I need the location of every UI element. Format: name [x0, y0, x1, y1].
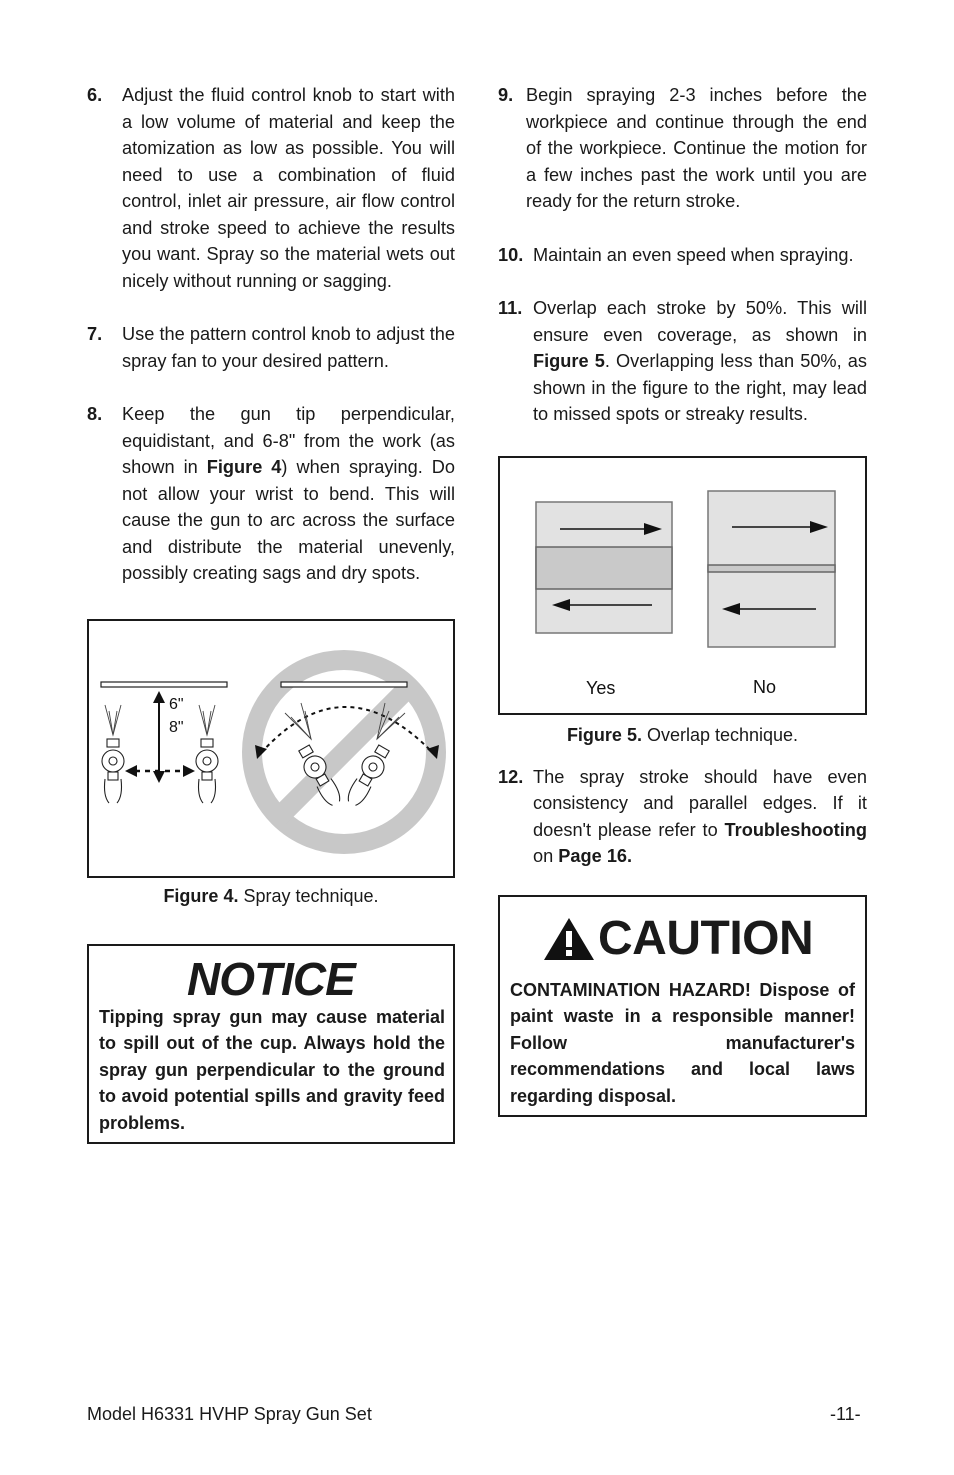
overlap-band-no — [708, 565, 835, 572]
step-number: 10. — [498, 244, 524, 265]
notice-body: Tipping spray gun may cause material to spill out of the cup. Always hold the spray gun perpendicular to the ground to avoid potential spills and gravity feed problems. — [99, 1006, 445, 1133]
dimension-8-inch: 8" — [169, 718, 184, 736]
work-surface-right — [281, 682, 407, 687]
step-9 — [498, 82, 867, 215]
figure-5-caption: Figure 5. Overlap technique. — [566, 724, 799, 745]
overlap-technique-illustration — [500, 458, 865, 713]
step-number: 7. — [87, 324, 103, 344]
spray-gun-icon — [196, 739, 218, 803]
step-number: 11. — [498, 298, 523, 318]
left-column — [87, 82, 455, 1144]
step-text: Begin spraying 2-3 inches before the workpiece and continue through the end of the workpiece. Continue the motion for a few inches past the work until you are ready for the return stroke. — [526, 85, 867, 211]
step-11 — [498, 295, 867, 428]
step-text: Adjust the fluid control knob to start with a low volume of material and keep the atomization as low as possible. You will need to use a combination of fluid control, inlet air pressure, air flow control and stroke speed to achieve the results you want. Spray so the material wets out nicely without running or sagging. — [122, 85, 455, 291]
label-no: No — [753, 676, 777, 697]
step-number: 12. — [498, 766, 524, 787]
step-number: 8. — [87, 404, 103, 424]
troubleshooting-reference: Troubleshooting — [724, 819, 867, 840]
caution-box — [498, 895, 867, 1118]
label-yes: Yes — [586, 677, 616, 698]
arrow-down-icon — [153, 771, 165, 783]
figure-5-reference: Figure 5 — [533, 351, 605, 371]
arrow-left-icon — [125, 765, 137, 777]
step-text: The spray stroke should have even consistency and parallel edges. If it doesn't please refer to Troubleshooting on Page 16. — [533, 766, 867, 866]
spray-gun-icon — [102, 739, 124, 803]
footer-model: Model H6331 HVHP Spray Gun Set — [87, 1404, 372, 1424]
notice-title: NOTICE — [187, 952, 355, 1005]
figure-4-reference: Figure 4 — [206, 457, 282, 477]
step-6 — [87, 82, 455, 294]
footer-page-number: -11- — [830, 1404, 861, 1424]
caution-body: CONTAMINATION HAZARD! Dispose of paint waste in a responsible manner! Follow manufacturer's recommendations and local laws regarding disposal. — [510, 979, 855, 1106]
page-reference: Page 16. — [558, 846, 633, 866]
spray-technique-illustration — [89, 621, 453, 876]
step-12 — [498, 764, 867, 870]
caution-title: CAUTION — [598, 912, 814, 965]
dimension-6-inch: 6" — [169, 695, 184, 713]
arrow-right-icon — [183, 765, 195, 777]
figure-4-caption: Figure 4. Spray technique. — [163, 885, 379, 906]
overlap-band-yes — [536, 547, 672, 589]
right-column — [498, 82, 867, 1117]
notice-box — [87, 944, 455, 1145]
arrow-up-icon — [153, 691, 165, 703]
caution-header — [510, 907, 855, 971]
figure-5 — [498, 456, 867, 715]
step-10 — [498, 242, 867, 269]
step-text: Overlap each stroke by 50%. This will ensure even coverage, as shown in Figure 5. Overlapping less than 50%, as shown in the figure to the right, may lead to missed spots or streaky results. — [533, 298, 867, 424]
step-number: 6. — [87, 85, 103, 105]
step-text: Use the pattern control knob to adjust the spray fan to your desired pattern. — [122, 324, 455, 371]
step-7 — [87, 321, 455, 374]
step-text: Maintain an even speed when spraying. — [533, 244, 854, 265]
step-number: 9. — [498, 85, 514, 105]
warning-triangle-icon — [542, 916, 596, 962]
work-surface-left — [101, 682, 227, 687]
step-8 — [87, 401, 455, 587]
figure-4 — [87, 619, 455, 878]
step-text: Keep the gun tip perpendicular, equidistant, and 6-8" from the work (as shown in Figure 4) when spraying. Do not allow your wrist to bend. This will cause the gun to arc across the surface and distribute the material unevenly, possibly creating sags and dry spots. — [122, 404, 455, 583]
